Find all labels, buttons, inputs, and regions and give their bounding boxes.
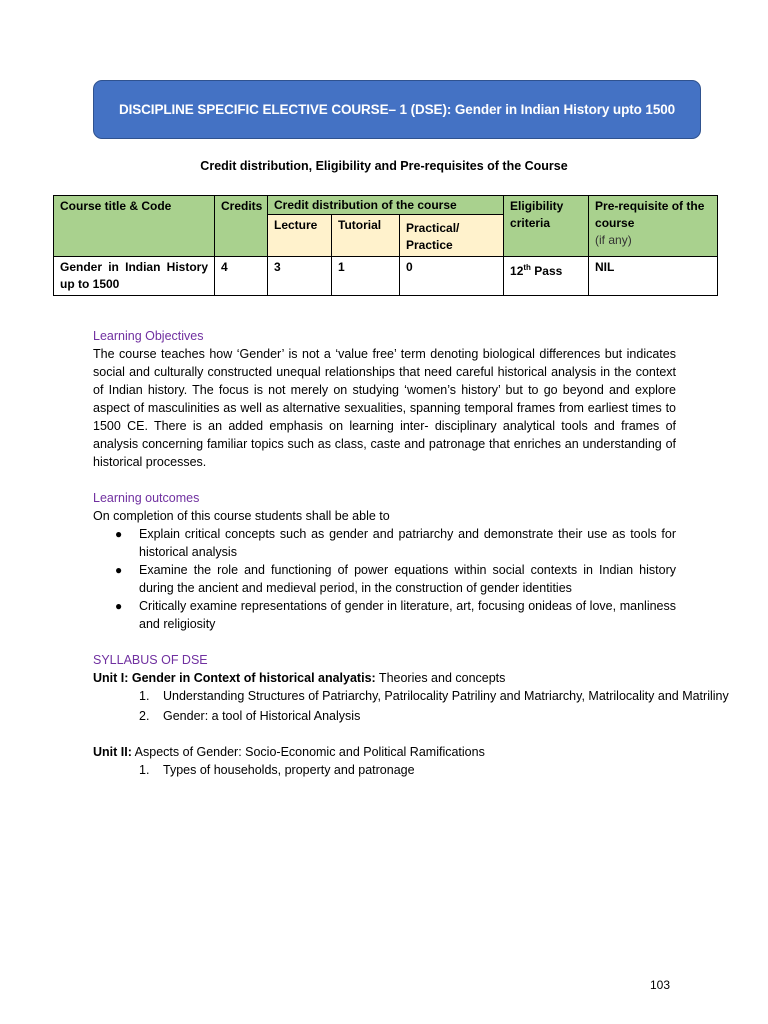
unit-1-subtitle: Theories and concepts [375,671,506,685]
learning-outcomes-intro: On completion of this course students shall be able to [93,509,390,523]
header-lecture: Lecture [268,215,332,257]
header-tutorial: Tutorial [332,215,400,257]
list-item [93,525,676,561]
unit-2-title [93,743,676,761]
header-course-title: Course title & Code [54,196,215,257]
learning-outcomes-list [93,525,676,633]
bullet-icon: ● [115,527,123,541]
cell-credits: 4 [215,257,268,296]
unit-1-title [93,669,676,687]
unit-2-topics [93,761,676,779]
course-title: DISCIPLINE SPECIFIC ELECTIVE COURSE– 1 (DSE): Gender in Indian History upto 1500 [118,102,676,117]
outcome-text: Critically examine representations of gender in literature, art, focusing onideas of love, manliness and religiosity [139,599,676,631]
cell-prerequisite: NIL [589,257,718,296]
learning-objectives-text: The course teaches how ‘Gender’ is not a ‘value free’ term denoting biological differences but indicates social and culturally constructed unequal relationships that need careful historical analysis in the context of Indian history. The focus is not merely on studying ‘women’s history’ but to go beyond and explore aspect of masculinities as well as alternative sexualities, spanning temporal frames from earliest times to 1500 CE. There is an added emphasis on learning inter- disciplinary analytical tools and frames of analysis concerning familiar topics such as class, caste and patronage that enriches an understanding of historical processes. [93,347,676,469]
topic-text: Gender: a tool of Historical Analysis [163,709,361,723]
header-credit-distribution: Credit distribution of the course [268,196,504,215]
unit-1-topics [93,687,748,725]
header-prerequisite-label: Pre-requisite of the course [595,199,705,230]
eligibility-suffix: th [523,263,531,272]
course-title-banner [93,80,701,139]
item-number: 1. [139,763,150,777]
learning-outcomes-heading: Learning outcomes [93,491,200,505]
header-practical: Practical/ Practice [400,215,504,257]
list-item [93,707,748,725]
table-row [54,257,718,296]
header-eligibility: Eligibility criteria [504,196,589,257]
unit-1-label: Unit I: Gender in Context of historical analyatis: [93,671,376,685]
item-number: 2. [139,709,150,723]
unit-2-label: Unit II: [93,745,132,759]
header-prerequisite-note: (if any) [595,233,632,247]
topic-text: Understanding Structures of Patriarchy, Patrilocality Patriliny and Matriarchy, Matrilocality and Matriliny [163,689,729,703]
learning-objectives-heading: Learning Objectives [93,329,204,343]
syllabus-heading: SYLLABUS OF DSE [93,653,208,667]
unit-2-subtitle: Aspects of Gender: Socio-Economic and Political Ramifications [131,745,485,759]
cell-course-title: Gender in Indian History up to 1500 [54,257,215,296]
outcome-text: Examine the role and functioning of power equations within social contexts in Indian history during the ancient and medieval period, in the construction of gender identities [139,563,676,595]
bullet-icon: ● [115,599,123,613]
header-credits: Credits [215,196,268,257]
item-number: 1. [139,689,150,703]
header-prerequisite [589,196,718,257]
eligibility-text: Pass [530,264,563,278]
cell-eligibility [504,257,589,296]
bullet-icon: ● [115,563,123,577]
cell-practical: 0 [400,257,504,296]
cell-lecture: 3 [268,257,332,296]
list-item [93,561,676,597]
course-content [93,327,729,779]
eligibility-number: 12 [510,264,524,278]
list-item [93,761,676,779]
outcome-text: Explain critical concepts such as gender and patriarchy and demonstrate their use as tools for historical analysis [139,527,676,559]
topic-text: Types of households, property and patronage [163,763,415,777]
list-item [93,597,676,633]
table-caption: Credit distribution, Eligibility and Pre-requisites of the Course [200,159,568,173]
page-number: 103 [650,978,671,992]
credit-distribution-table [53,195,718,296]
cell-tutorial: 1 [332,257,400,296]
list-item [93,687,748,705]
